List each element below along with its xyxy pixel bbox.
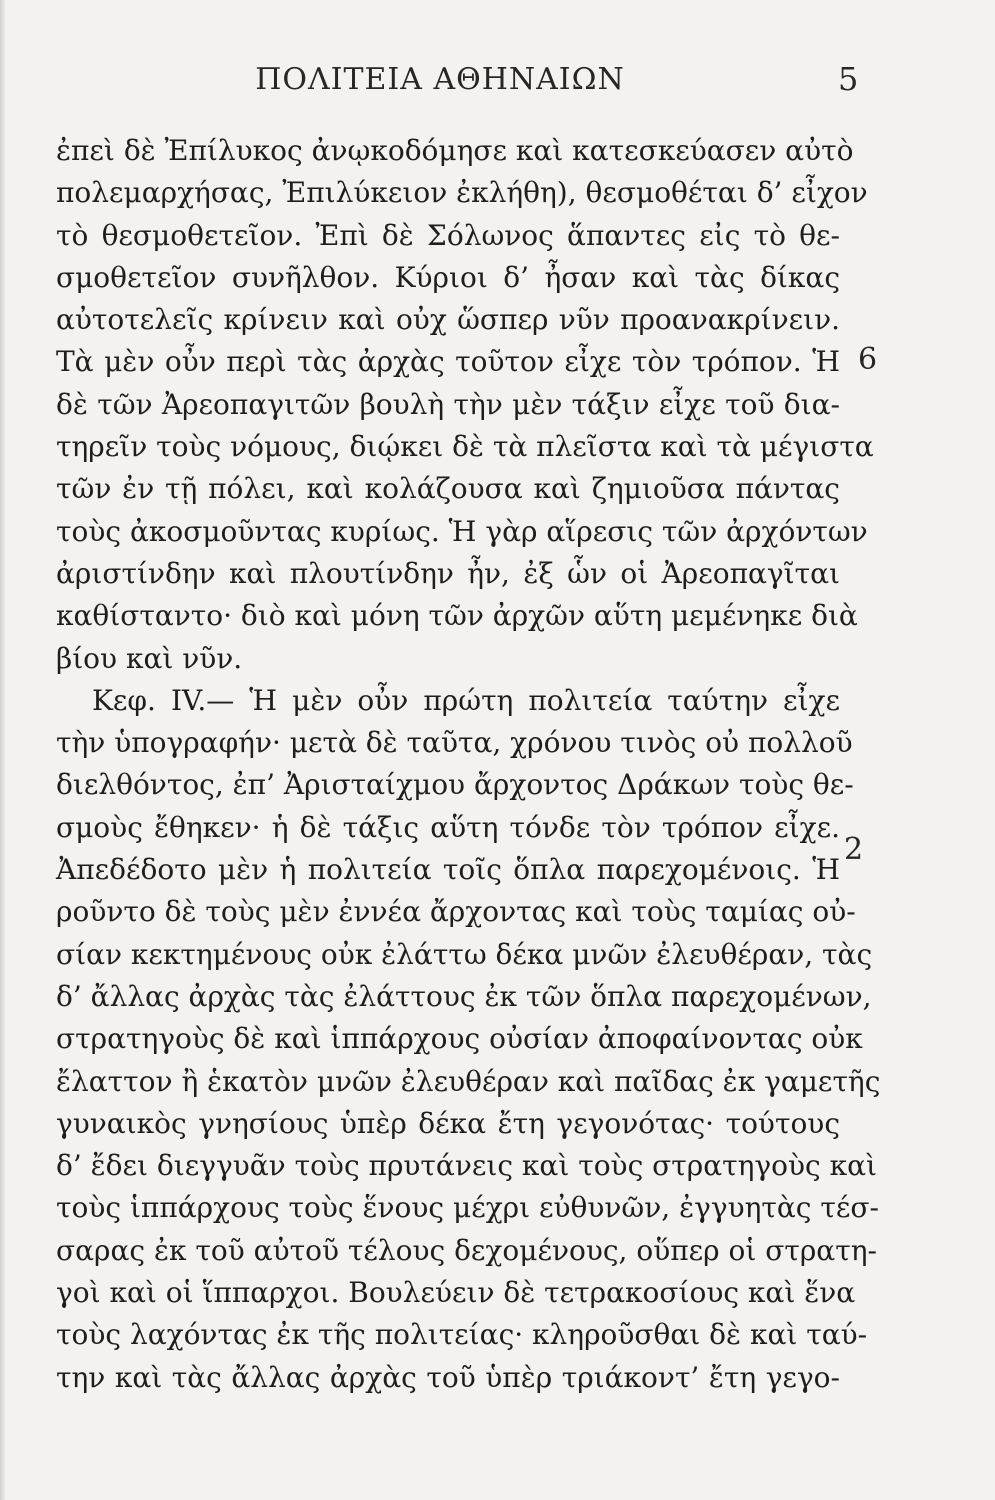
text-line: δ’ ἔδει διεγγυᾶν τοὺς πρυτάνεις καὶ τοὺς στρατηγοὺς καὶ — [56, 1149, 877, 1183]
text-line: σαρας ἐκ τοῦ αὐτοῦ τέλους δεχομένους, οὕπερ οἱ στρατη- — [56, 1233, 877, 1267]
text-line: σμοὺς ἔθηκεν· ἡ δὲ τάξις αὕτη τόνδε τὸν τρόπον εἶχε. — [56, 810, 840, 844]
margin-section-number: 2 — [844, 832, 864, 867]
text-line: δὲ τῶν Ἀρεοπαγιτῶν βουλὴ τὴν μὲν τάξιν εἶχε τοῦ δια- — [56, 387, 840, 421]
body-text — [56, 130, 881, 1399]
chapter-heading-line: Κεφ. IV.— Ἡ μὲν οὖν πρώτη πολιτεία ταύτην εἶχε — [92, 683, 840, 717]
text-line: δ’ ἄλλας ἀρχὰς τὰς ἐλάττους ἐκ τῶν ὅπλα παρεχομένων, — [56, 979, 872, 1013]
text-line: διελθόντος, ἐπ’ Ἀρισταίχμου ἄρχοντος Δράκων τοὺς θε- — [56, 768, 854, 802]
text-line: τοὺς λαχόντας ἐκ τῆς πολιτείας· κληροῦσθαι δὲ καὶ ταύ- — [56, 1318, 868, 1352]
text-line: γυναικὸς γνησίους ὑπὲρ δέκα ἔτη γεγονότας· τούτους — [56, 1106, 840, 1140]
text-line: τοὺς ἀκοσμοῦντας κυρίως. Ἡ γὰρ αἵρεσις τῶν ἀρχόντων — [56, 514, 868, 548]
text-line: σμοθετεῖον συνῆλθον. Κύριοι δ’ ἦσαν καὶ τὰς δίκας — [56, 260, 840, 294]
text-line: σίαν κεκτημένους οὐκ ἐλάττω δέκα μνῶν ἐλευθέραν, τὰς — [56, 937, 873, 971]
text-line: τὴν ὑπογραφήν· μετὰ δὲ ταῦτα, χρόνου τινὸς οὐ πολλοῦ — [56, 726, 853, 760]
text-line: Τὰ μὲν οὖν περὶ τὰς ἀρχὰς τοῦτον εἶχε τὸν τρόπον. Ἡ — [56, 345, 840, 379]
text-line: γοὶ καὶ οἱ ἵππαρχοι. Βουλεύειν δὲ τετρακοσίους καὶ ἕνα — [56, 1276, 856, 1310]
text-line: ἀριστίνδην καὶ πλουτίνδην ἦν, ἐξ ὧν οἱ Ἀρεοπαγῖται — [56, 556, 840, 590]
text-line: τοὺς ἱππάρχους τοὺς ἕνους μέχρι εὐθυνῶν, ἐγγυητὰς τέσ- — [56, 1191, 879, 1225]
text-line: ροῦντο δὲ τοὺς μὲν ἐννέα ἄρχοντας καὶ τοὺς ταμίας οὐ- — [56, 895, 856, 929]
text-line: τῶν ἐν τῇ πόλει, καὶ κολάζουσα καὶ ζημιοῦσα πάντας — [56, 472, 840, 506]
page-edge-shadow — [0, 0, 6, 1500]
text-line: τὸ θεσμοθετεῖον. Ἐπὶ δὲ Σόλωνος ἅπαντες εἰς τὸ θε- — [56, 218, 840, 252]
text-line: την καὶ τὰς ἄλλας ἀρχὰς τοῦ ὑπὲρ τριάκοντ’ ἔτη γεγο- — [56, 1360, 840, 1394]
text-line: αὐτοτελεῖς κρίνειν καὶ οὐχ ὥσπερ νῦν προανακρίνειν. — [56, 303, 840, 337]
page-number: 5 — [838, 60, 859, 98]
text-line: ἔλαττον ἢ ἑκατὸν μνῶν ἐλευθέραν καὶ παῖδας ἐκ γαμετῆς — [56, 1064, 881, 1098]
text-line: καθίσταντο· διὸ καὶ μόνη τῶν ἀρχῶν αὕτη μεμένηκε διὰ — [56, 599, 858, 633]
margin-section-number: 6 — [858, 342, 878, 377]
running-header-title: ΠΟΛΙΤΕΙΑ ΑΘΗΝΑΙΩΝ — [255, 62, 625, 97]
text-line: ἐπεὶ δὲ Ἐπίλυκος ἀνῳκοδόμησε καὶ κατεσκεύασεν αὐτὸ — [56, 134, 854, 167]
text-line: βίου καὶ νῦν. — [56, 641, 243, 675]
text-line: Ἀπεδέδοτο μὲν ἡ πολιτεία τοῖς ὅπλα παρεχομένοις. Ἡ — [56, 853, 840, 887]
text-line: πολεμαρχήσας, Ἐπιλύκειον ἐκλήθη), θεσμοθέται δ’ εἶχον — [56, 176, 868, 210]
text-line: τηρεῖν τοὺς νόμους, διῴκει δὲ τὰ πλεῖστα καὶ τὰ μέγιστα — [56, 430, 874, 464]
text-line: στρατηγοὺς δὲ καὶ ἱππάρχους οὐσίαν ἀποφαίνοντας οὐκ — [56, 1022, 863, 1056]
